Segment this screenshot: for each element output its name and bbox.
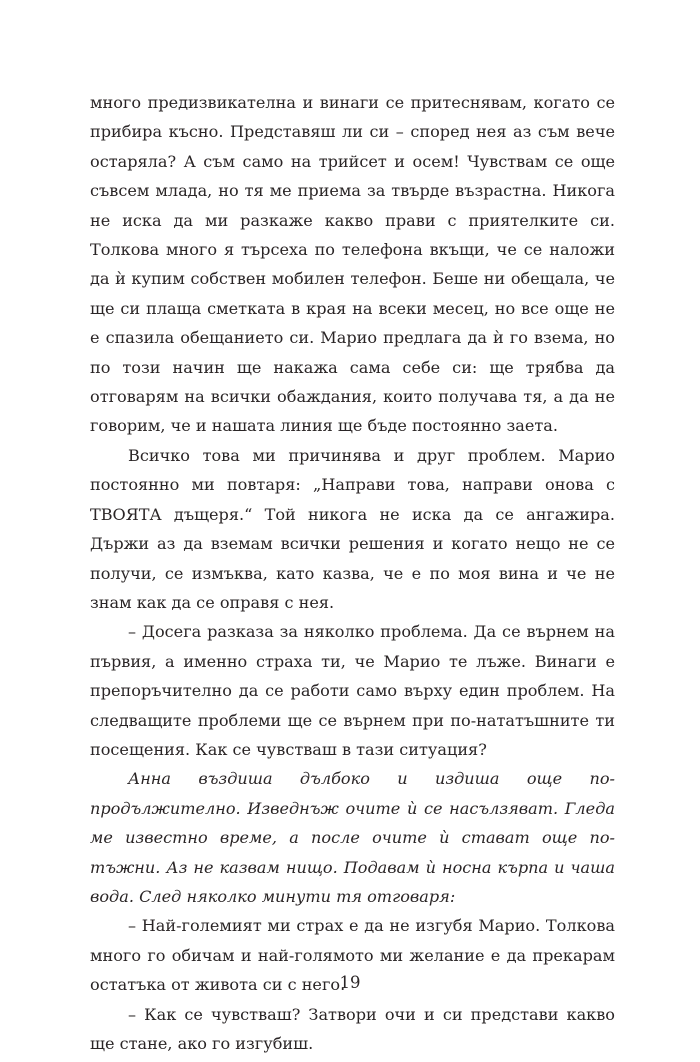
- dialogue-anna: – Най-големият ми страх е да не изгубя Марио. Толкова много го обичам и най-голямото ми желание е да прекарам остатъка от живота си с него.: [90, 916, 615, 995]
- narration-italic: Анна въздиша дълбоко и издиша още по-продължително. Изведнъж очите ѝ се насълзяват. Гледа ме известно време, а после очите ѝ стават още по-тъжни. Аз не казвам нищо. Подавам ѝ носна кърпа и чаша вода. След няколко минути тя отговаря:: [90, 769, 615, 906]
- dialogue-therapist-question: – Как се чувстваш? Затвори очи и си представи какво ще стане, ако го изгубиш.: [90, 1004, 615, 1053]
- paragraph-continuation: много предизвикателна и винаги се притеснявам, когато се прибира късно. Представяш ли си – според нея аз съм вече остаряла? А съм само на трийсет и осем! Чувствам се още съвсем млада, но тя ме приема за твърде възрастна. Никога не иска да ми разкаже какво прави с приятелките си. Толкова много я търсеха по телефона вкъщи, че се наложи да ѝ купим собствен мобилен телефон. Беше ни обещала, че ще си плаща сметката в края на всеки месец, но все още не е спазила обещанието си. Марио предлага да ѝ го взема, но по този начин ще накажа сама себе си: ще трябва да отговарям на всички обаждания, които получава тя, а да не говорим, че и нашата линия ще бъде постоянно заета.: [90, 93, 615, 436]
- dialogue-therapist: – Досега разказа за няколко проблема. Да се върнем на първия, а именно страха ти, че Марио те лъже. Винаги е препоръчително да се работи само върху един проблем. На следващите проблеми ще се върнем при по-нататъшните ти посещения. Как се чувстваш в тази ситуация?: [90, 622, 615, 759]
- page-number: 19: [339, 973, 361, 992]
- page-body: [90, 88, 615, 1058]
- paragraph-problem: Всичко това ми причинява и друг проблем. Марио постоянно ми повтаря: „Направи това, направи онова с ТВОЯТА дъщеря.“ Той никога не иска да се ангажира. Държи аз да вземам всички решения и когато нещо не се получи, се измъква, като казва, че е по моя вина и че не знам как да се оправя с нея.: [90, 445, 615, 612]
